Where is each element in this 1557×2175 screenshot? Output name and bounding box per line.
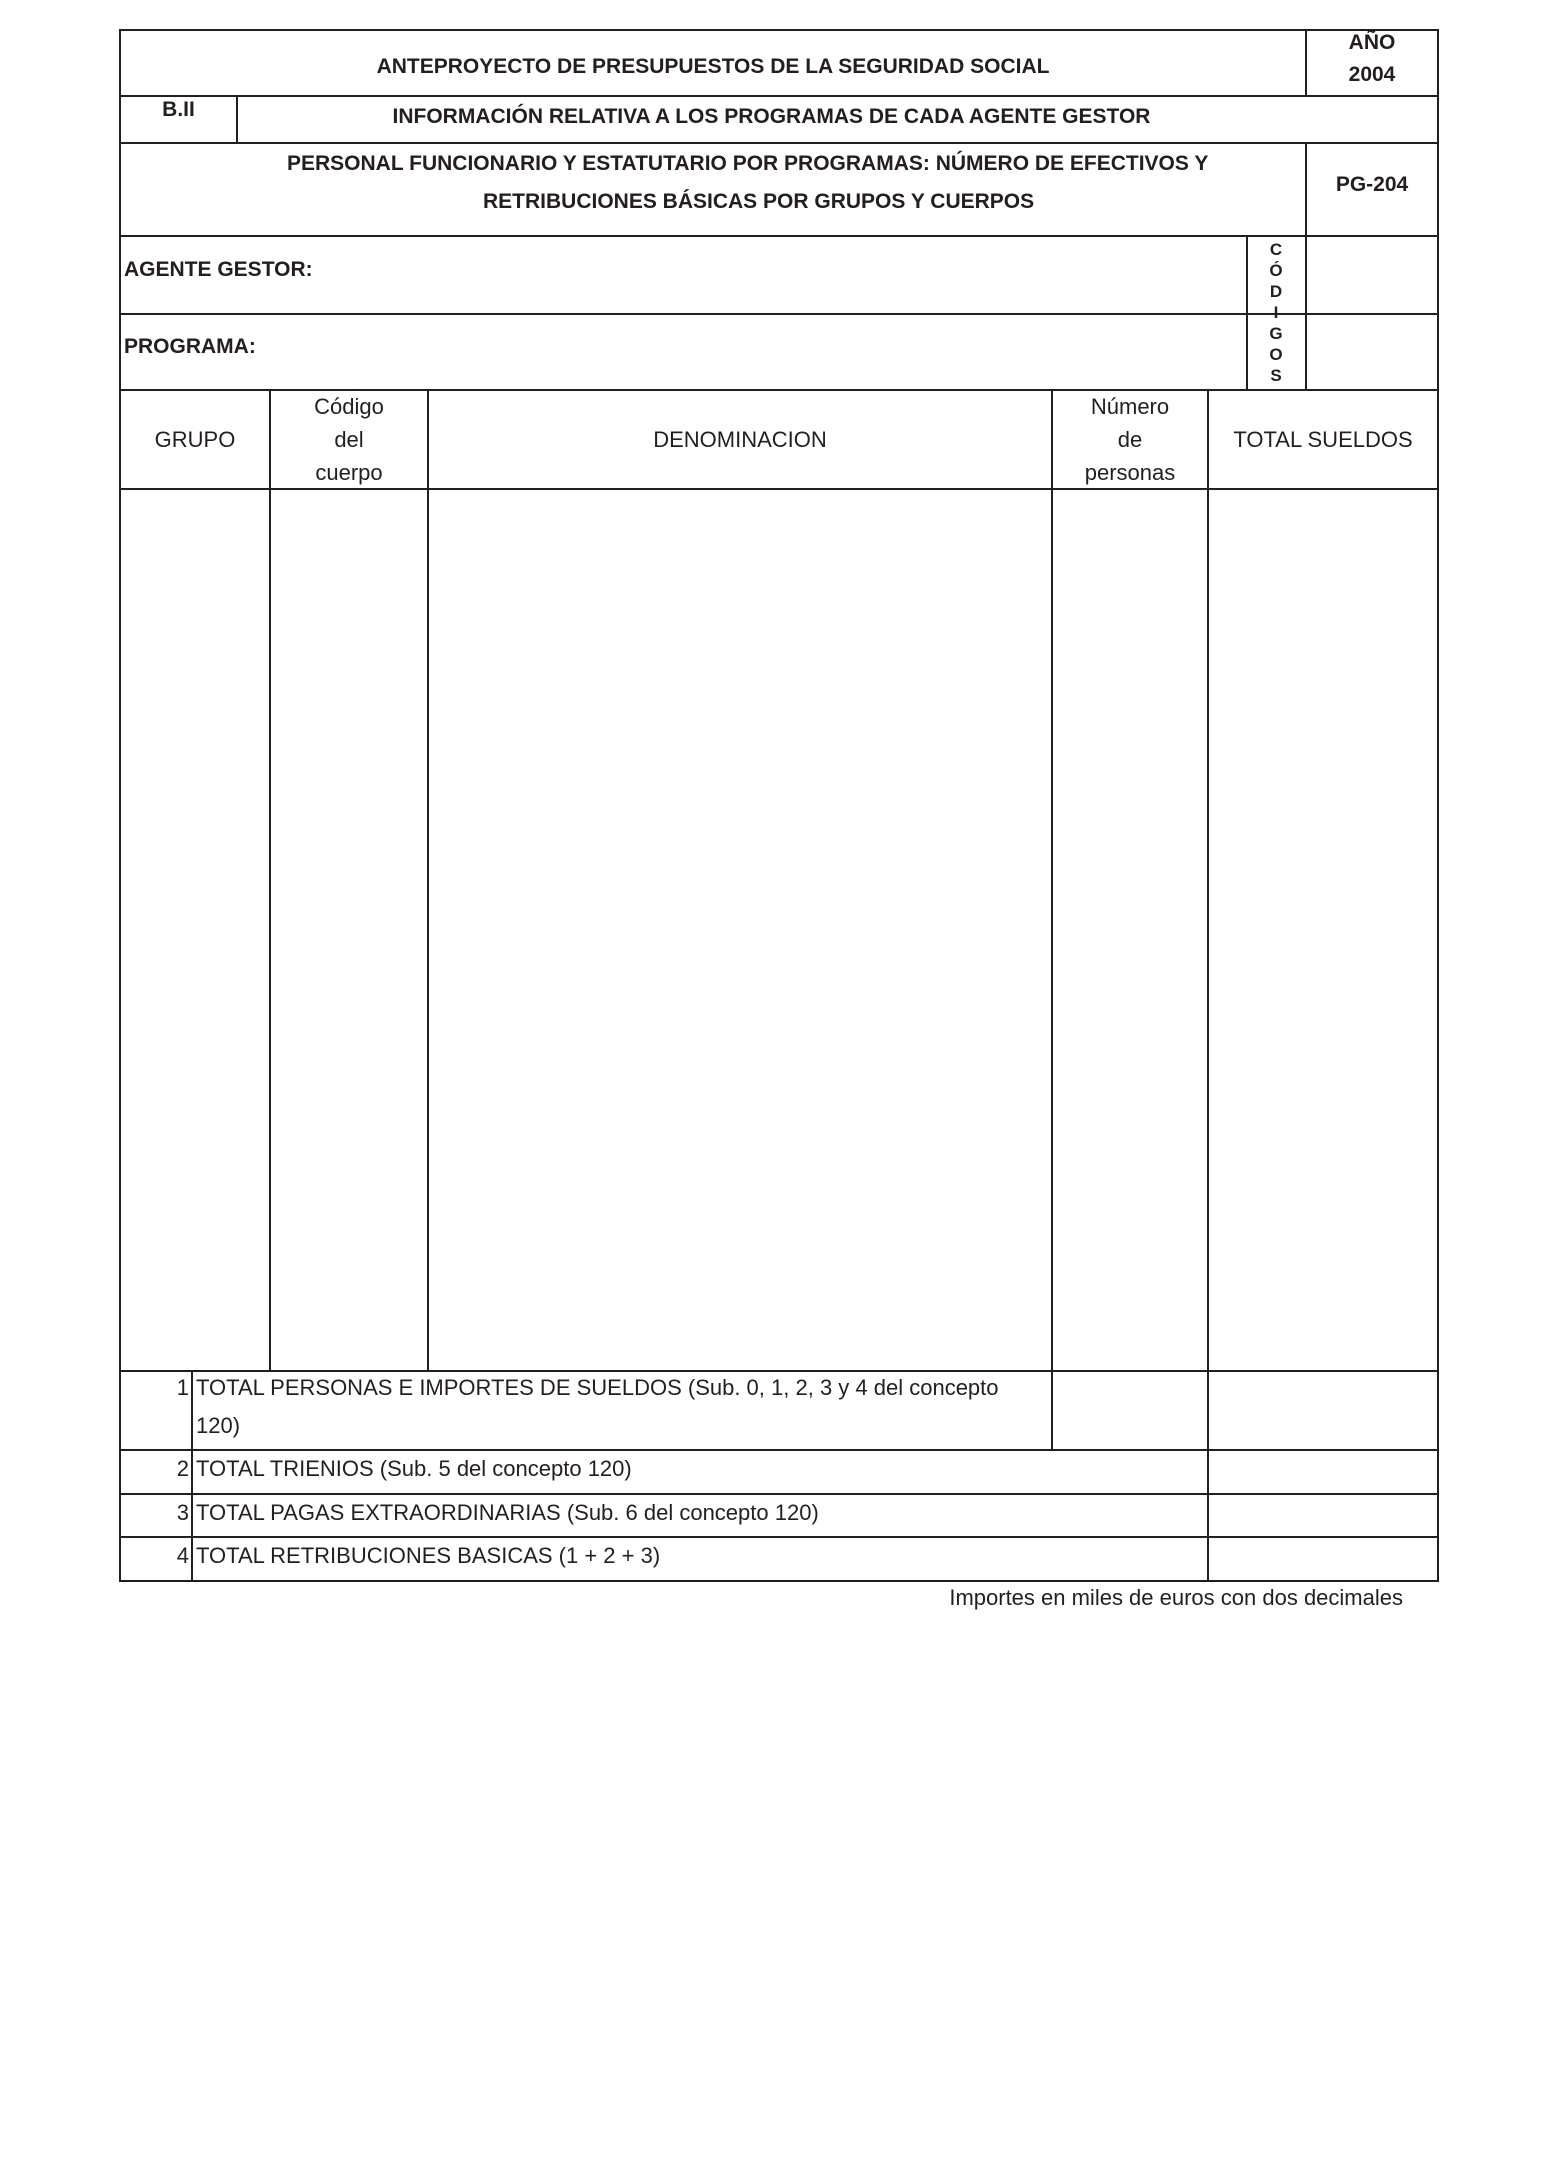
programa-label: PROGRAMA: — [124, 335, 256, 358]
total-retribuciones-cell[interactable] — [1210, 1539, 1436, 1579]
frame-top — [119, 29, 1439, 31]
total-row-number: 2 — [176, 1456, 189, 1481]
total-row-label: TOTAL PAGAS EXTRAORDINARIAS (Sub. 6 del concepto 120) — [196, 1500, 819, 1525]
row-line — [119, 235, 1439, 237]
agente-gestor-label: AGENTE GESTOR: — [124, 258, 313, 281]
col-line — [1246, 235, 1248, 391]
column-header-grupo: GRUPO — [154, 427, 236, 452]
row-line — [119, 1449, 1439, 1451]
total-row-number: 4 — [176, 1543, 189, 1568]
frame-right — [1437, 29, 1439, 1582]
col-line — [191, 1370, 193, 1582]
units-note: Importes en miles de euros con dos decimales — [949, 1585, 1403, 1610]
row-line — [119, 313, 1307, 315]
row-line — [119, 1536, 1439, 1538]
total-row-label: TOTAL PERSONAS E IMPORTES DE SUELDOS (Sub. 0, 1, 2, 3 y 4 del concepto — [196, 1375, 999, 1400]
total-row-number: 3 — [176, 1500, 189, 1525]
total-row-number: 1 — [176, 1375, 189, 1400]
frame-bottom — [119, 1580, 1439, 1582]
row-line — [119, 1370, 1439, 1372]
year-label: AÑO — [1348, 31, 1396, 54]
form-title-line1: PERSONAL FUNCIONARIO Y ESTATUTARIO POR PROGRAMAS: NÚMERO DE EFECTIVOS Y — [287, 152, 1209, 175]
year-value: 2004 — [1348, 63, 1396, 86]
row-line — [119, 95, 1439, 97]
column-header-total-sueldos: TOTAL SUELDOS — [1233, 427, 1413, 452]
codigos-vertical-label: C Ó D I G O S — [1269, 240, 1283, 385]
total-trienios-cell[interactable] — [1210, 1452, 1436, 1492]
form-title-line2: RETRIBUCIONES BÁSICAS POR GRUPOS Y CUERPOS — [483, 190, 1035, 213]
total-row-label: TOTAL TRIENIOS (Sub. 5 del concepto 120) — [196, 1456, 632, 1481]
agente-gestor-code-field[interactable] — [1308, 238, 1436, 312]
table-body[interactable] — [121, 491, 1437, 1370]
section-code: B.II — [162, 98, 195, 121]
section-title: INFORMACIÓN RELATIVA A LOS PROGRAMAS DE CADA AGENTE GESTOR — [392, 105, 1151, 128]
total-personas-cell[interactable] — [1054, 1373, 1206, 1448]
column-header-denominacion: DENOMINACION — [653, 427, 827, 452]
document-title: ANTEPROYECTO DE PRESUPUESTOS DE LA SEGURIDAD SOCIAL — [376, 55, 1050, 78]
row-line — [1305, 313, 1439, 315]
column-header-numero-personas: Número de personas — [1084, 394, 1176, 485]
programa-code-field[interactable] — [1308, 316, 1436, 388]
total-pagas-cell[interactable] — [1210, 1496, 1436, 1535]
row-line — [119, 142, 1439, 144]
total-row-label: TOTAL RETRIBUCIONES BASICAS (1 + 2 + 3) — [196, 1543, 661, 1568]
column-header-codigo-cuerpo: Código del cuerpo — [314, 394, 384, 485]
row-line — [119, 1493, 1439, 1495]
form-code: PG-204 — [1335, 173, 1409, 196]
total-row-label-cont: 120) — [196, 1413, 241, 1438]
total-sueldos-cell[interactable] — [1210, 1373, 1436, 1448]
